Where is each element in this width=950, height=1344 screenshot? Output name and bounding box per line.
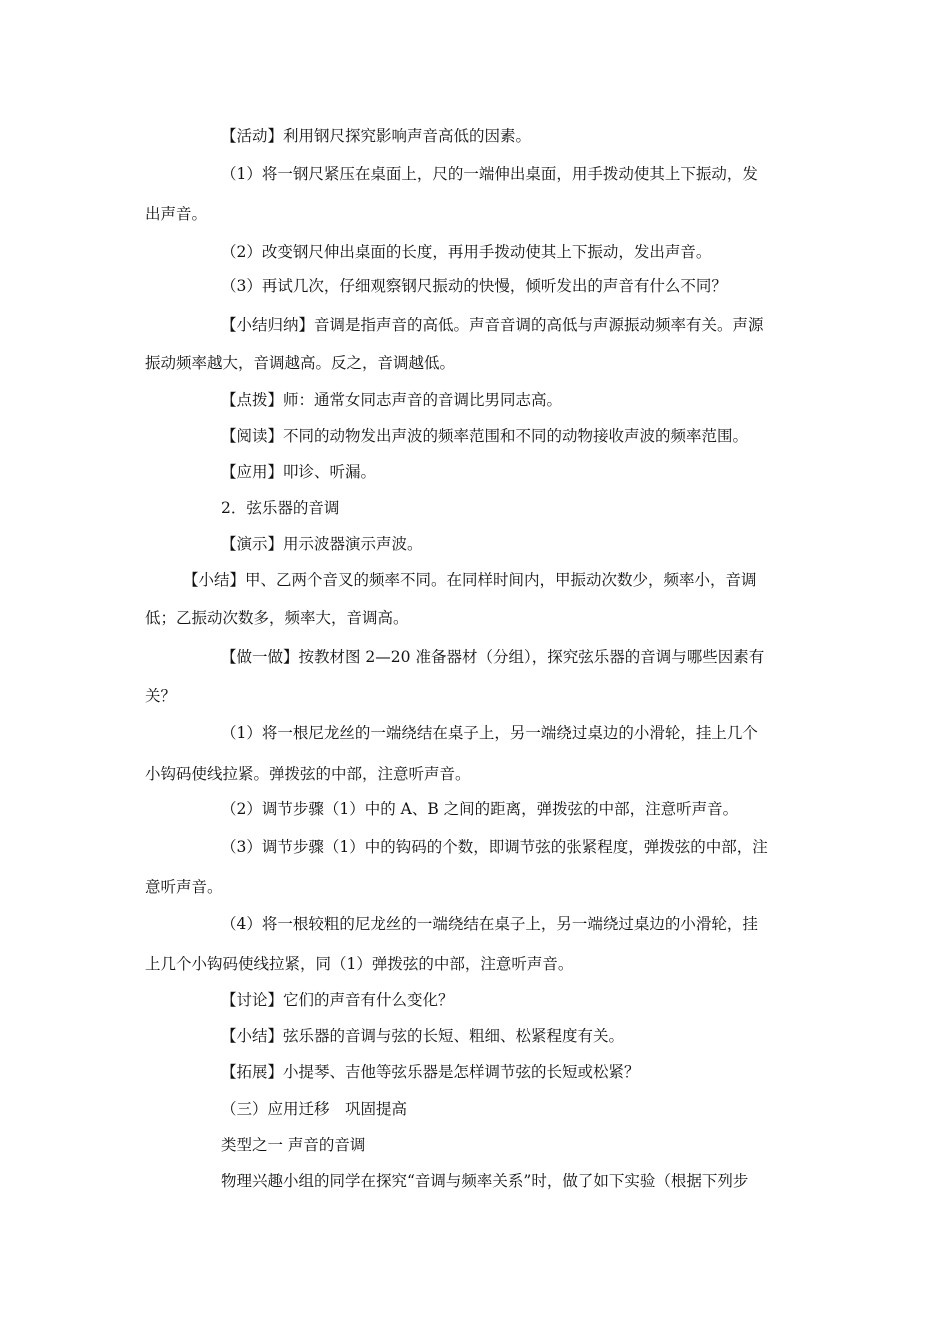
text-line: 2．弦乐器的音调: [221, 499, 340, 517]
text-line: （三）应用迁移 巩固提高: [221, 1100, 408, 1118]
text-line: 【小结】甲、乙两个音叉的频率不同。在同样时间内，甲振动次数少，频率小，音调: [183, 571, 757, 589]
text-line: 【小结】弦乐器的音调与弦的长短、粗细、松紧程度有关。: [221, 1027, 625, 1045]
text-line: 上几个小钩码使线拉紧，同（1）弹拨弦的中部，注意听声音。: [145, 955, 574, 973]
text-line: （2）改变钢尺伸出桌面的长度，再用手拨动使其上下振动，发出声音。: [221, 243, 712, 261]
text-line: 【点拨】师：通常女同志声音的音调比男同志高。: [221, 391, 563, 409]
text-line: 意听声音。: [145, 878, 223, 896]
text-line: 【讨论】它们的声音有什么变化？: [221, 991, 454, 1009]
text-line: （3）再试几次，仔细观察钢尺振动的快慢，倾听发出的声音有什么不同？: [221, 277, 727, 295]
text-line: 振动频率越大，音调越高。反之，音调越低。: [145, 354, 456, 372]
text-line: （4）将一根较粗的尼龙丝的一端绕结在桌子上，另一端绕过桌边的小滑轮，挂: [221, 915, 758, 933]
text-line: （1）将一钢尺紧压在桌面上，尺的一端伸出桌面，用手拨动使其上下振动，发: [221, 165, 758, 183]
text-line: 关？: [145, 687, 177, 705]
text-line: 【演示】用示波器演示声波。: [221, 535, 423, 553]
text-line: 低；乙振动次数多，频率大，音调高。: [145, 609, 409, 627]
text-line: 【拓展】小提琴、吉他等弦乐器是怎样调节弦的长短或松紧？: [221, 1063, 640, 1081]
text-line: 【做一做】按教材图 2—20 准备器材（分组），探究弦乐器的音调与哪些因素有: [221, 648, 765, 666]
text-line: 【小结归纳】音调是指声音的高低。声音音调的高低与声源振动频率有关。声源: [221, 316, 764, 334]
text-line: 【活动】利用钢尺探究影响声音高低的因素。: [221, 127, 532, 145]
text-line: （2）调节步骤（1）中的 A、B 之间的距离，弹拨弦的中部，注意听声音。: [221, 800, 739, 818]
text-line: （1）将一根尼龙丝的一端绕结在桌子上，另一端绕过桌边的小滑轮，挂上几个: [221, 724, 758, 742]
text-line: 【阅读】不同的动物发出声波的频率范围和不同的动物接收声波的频率范围。: [221, 427, 749, 445]
text-line: 出声音。: [145, 205, 208, 223]
text-line: （3）调节步骤（1）中的钩码的个数，即调节弦的张紧程度，弹拨弦的中部，注: [221, 838, 768, 856]
text-line: 物理兴趣小组的同学在探究“音调与频率关系”时，做了如下实验（根据下列步: [221, 1172, 749, 1190]
text-line: 类型之一 声音的音调: [221, 1136, 366, 1154]
text-line: 【应用】叩诊、听漏。: [221, 463, 377, 481]
text-line: 小钩码使线拉紧。弹拨弦的中部，注意听声音。: [145, 765, 471, 783]
